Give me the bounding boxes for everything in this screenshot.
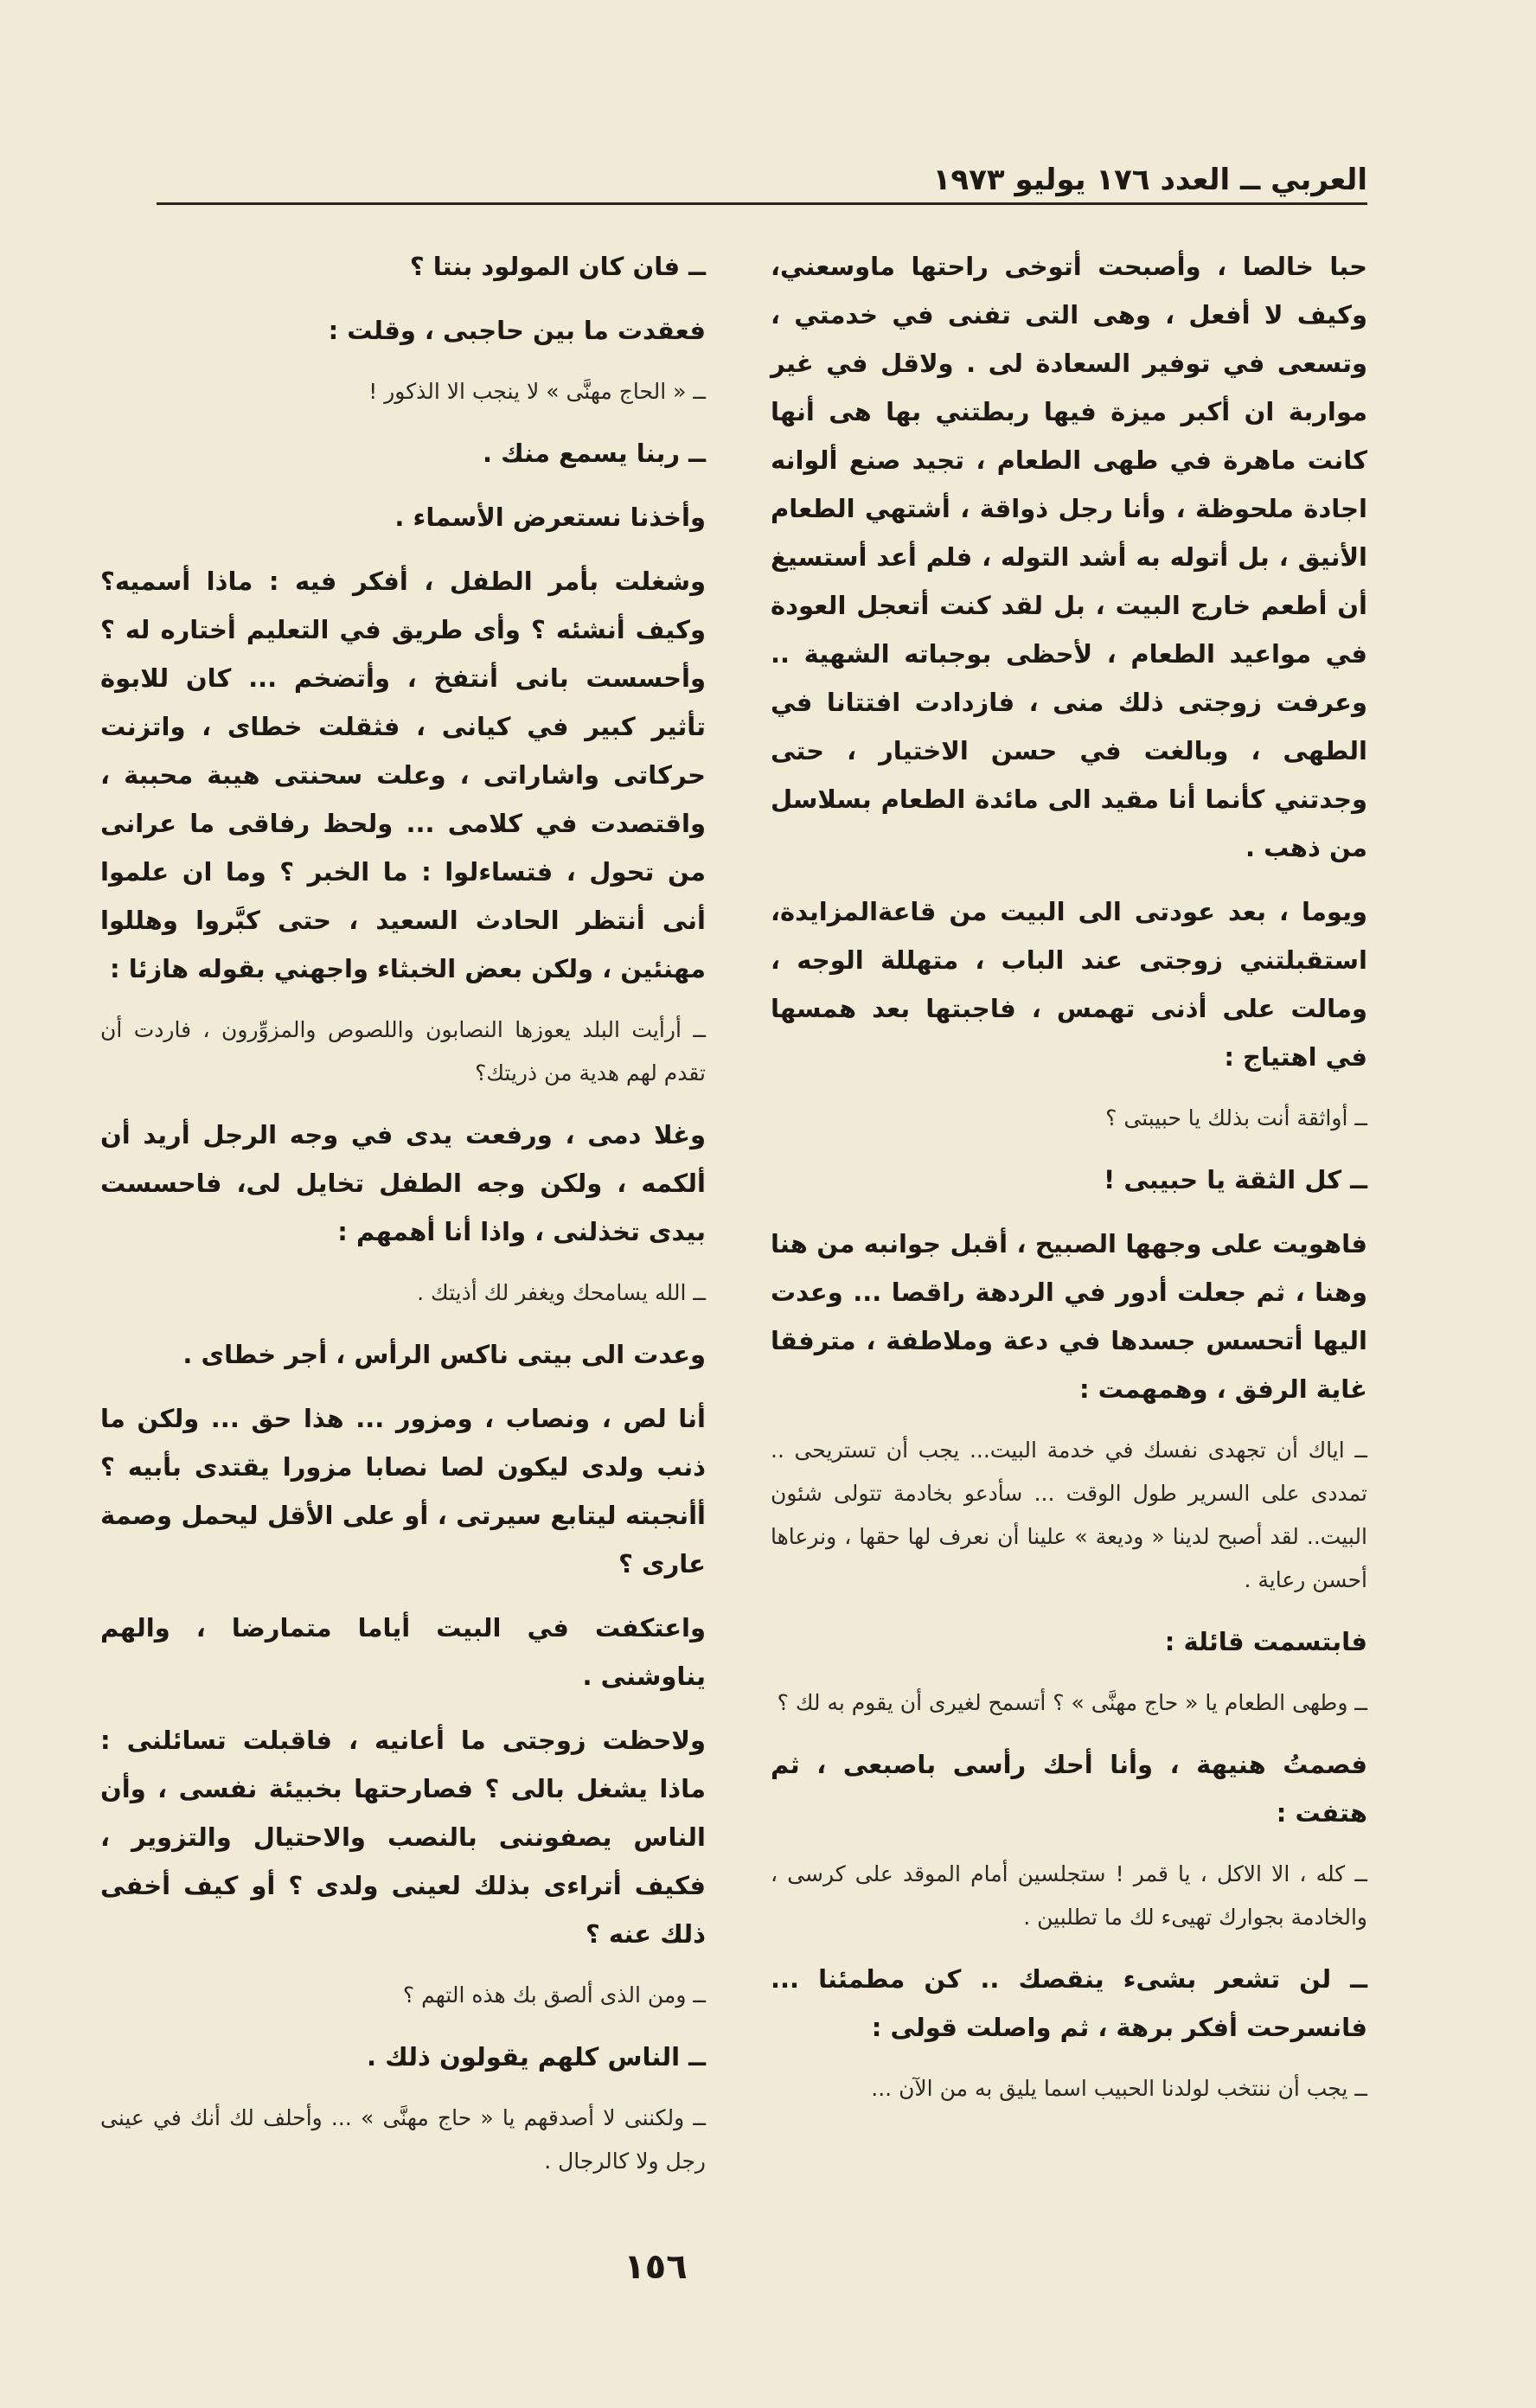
left-column: [100, 242, 706, 2199]
paragraph: ــ الناس كلهم يقولون ذلك .: [366, 2042, 706, 2072]
paragraph: وأخذنا نستعرض الأسماء .: [394, 503, 706, 532]
paragraph: ــ الله يسامحك ويغفر لك أذيتك .: [417, 1280, 706, 1305]
paragraph: وعدت الى بيتى ناكس الرأس ، أجر خطاى .: [182, 1340, 706, 1369]
paragraph: ــ أواثقة أنت بذلك يا حبيبتى ؟: [1105, 1105, 1367, 1130]
paragraph: ــ كله ، الا الاكل ، يا قمر ! ستجلسين أمام الموقد على كرسى ، والخادمة بجوارك تهيىء لك ما تطلبين .: [771, 1861, 1367, 1930]
paragraph: وغلا دمى ، ورفعت يدى في وجه الرجل أريد أن ألكمه ، ولكن وجه الطفل تخايل لى، فاحسست بيدى تخذلنى ، واذا أنا أهمهم :: [100, 1120, 706, 1246]
paragraph: ــ فان كان المولود بنتا ؟: [409, 252, 706, 281]
page-number-text: ١٥٦: [624, 2247, 688, 2287]
paragraph: ــ يجب أن ننتخب لولدنا الحبيب اسما يليق به من الآن ...: [871, 2076, 1367, 2101]
paragraph: فابتسمت قائلة :: [1164, 1627, 1367, 1656]
paragraph: فعقدت ما بين حاجبى ، وقلت :: [328, 316, 706, 345]
paragraph: ــ ومن الذى ألصق بك هذه التهم ؟: [402, 1982, 706, 2008]
running-header: العربي ــ العدد ١٧٦ يوليو ١٩٧٣: [157, 163, 1367, 205]
paragraph: ــ ربنا يسمع منك .: [483, 439, 706, 468]
paragraph: ولاحظت زوجتى ما أعانيه ، فاقبلت تسائلنى : ماذا يشغل بالى ؟ فصارحتها بخبيئة نفسى ، وأن الناس يصفوننى بالنصب والاحتيال والتزوير ، فكيف أتراءى بذلك لعينى ولدى ؟ أو كيف أخفى ذلك عنه ؟: [100, 1726, 706, 1949]
paragraph: ــ ولكننى لا أصدقهم يا « حاج مهنَّى » ... وأحلف لك أنك في عينى رجل ولا كالرجال .: [100, 2105, 706, 2174]
paragraph: واعتكفت في البيت أياما متمارضا ، والهم يناوشنى .: [100, 1613, 706, 1691]
right-column: [771, 242, 1367, 2126]
paragraph: ــ اياك أن تجهدى نفسك في خدمة البيت... يجب أن تستريحى .. تمددى على السرير طول الوقت ... سأدعو بخادمة تتولى شئون البيت.. لقد أصبح لدينا « وديعة » علينا أن نعرف لها حقها ، ونرعاها أحسن رعاية .: [771, 1438, 1367, 1592]
paragraph: وشغلت بأمر الطفل ، أفكر فيه : ماذا أسميه؟ وكيف أنشئه ؟ وأى طريق في التعليم أختاره له ؟ وأحسست بانى أنتفخ ، وأتضخم ... كان للابوة تأثير كبير في كيانى ، فثقلت خطاى ، واتزنت حركاتى واشاراتى ، وعلت سحنتى هيبة محببة ، واقتصدت في كلامى ... ولحظ رفاقى ما عرانى من تحول ، فتساءلوا : ما الخبر ؟ وما ان علموا أنى أنتظر الحادث السعيد ، حتى كبَّروا وهللوا مهنئين ، ولكن بعض الخبثاء واجهني بقوله هازئا :: [100, 567, 706, 983]
paragraph: ــ وطهى الطعام يا « حاج مهنَّى » ؟ أتسمح لغيرى أن يقوم به لك ؟: [777, 1690, 1367, 1715]
paragraph: أنا لص ، ونصاب ، ومزور ... هذا حق ... ولكن ما ذنب ولدى ليكون لصا نصابا مزورا يقتدى بأبيه ؟ أأنجبته ليتابع سيرتى ، أو على الأقل ليحمل وصمة عارى ؟: [100, 1404, 706, 1579]
page-number: [0, 2247, 1536, 2287]
paragraph: فاهويت على وجهها الصبيح ، أقبل جوانبه من هنا وهنا ، ثم جعلت أدور في الردهة راقصا ... وعدت اليها أتحسس جسدها في دعة وملاطفة ، مترفقا غاية الرفق ، وهمهمت :: [771, 1229, 1367, 1404]
paragraph: ــ « الحاج مهنَّى » لا ينجب الا الذكور !: [368, 379, 706, 404]
paragraph: فصمتُ هنيهة ، وأنا أحك رأسى باصبعى ، ثم هتفت :: [771, 1750, 1367, 1828]
paragraph: ــ كل الثقة يا حبيبى !: [1104, 1165, 1367, 1194]
paragraph: حبا خالصا ، وأصبحت أتوخى راحتها ماوسعني، وكيف لا أفعل ، وهى التى تفنى في خدمتي ، وتسعى في توفير السعادة لى . ولاقل في غير مواربة ان أكبر ميزة فيها ربطتني بها هى أنها كانت ماهرة في طهى الطعام ، تجيد صنع ألوانه اجادة ملحوظة ، وأنا رجل ذواقة ، أشتهي الطعام الأنيق ، بل أتوله به أشد التوله ، فلم أعد أستسيغ أن أطعم خارج البيت ، بل لقد كنت أتعجل العودة في مواعيد الطعام ، لأحظى بوجباته الشهية .. وعرفت زوجتى ذلك منى ، فازدادت افتتانا في الطهى ، وبالغت في حسن الاختيار ، حتى وجدتني كأنما أنا مقيد الى مائدة الطعام بسلاسل من ذهب .: [771, 252, 1367, 862]
paragraph: ــ لن تشعر بشىء ينقصك .. كن مطمئنا ... فانسرحت أفكر برهة ، ثم واصلت قولى :: [771, 1964, 1367, 2042]
paragraph: ــ أرأيت البلد يعوزها النصابون واللصوص والمزوِّرون ، فاردت أن تقدم لهم هدية من ذريتك؟: [100, 1017, 706, 1086]
paragraph: ويوما ، بعد عودتى الى البيت من قاعةالمزايدة، استقبلتني زوجتى عند الباب ، متهللة الوجه ، ومالت على أذنى تهمس ، فاجبتها بعد همسها في اهتياج :: [771, 897, 1367, 1072]
